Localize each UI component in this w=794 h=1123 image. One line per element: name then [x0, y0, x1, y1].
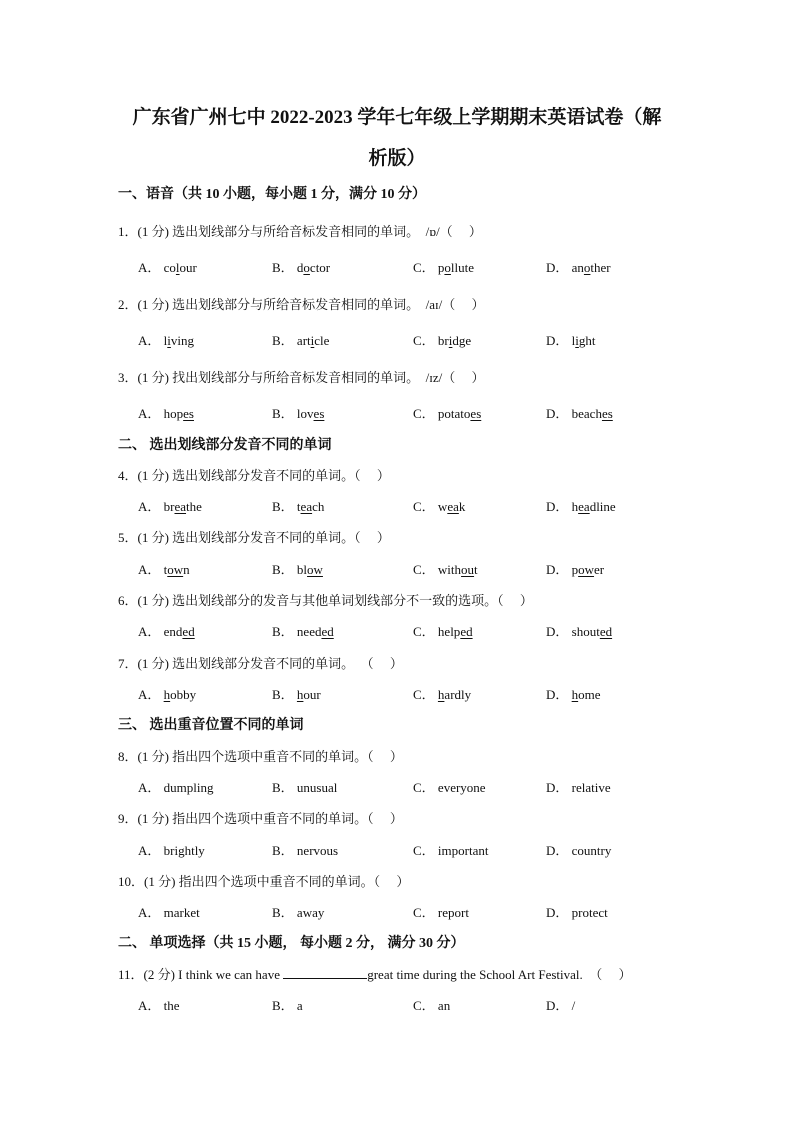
option-letter: B．	[272, 562, 297, 577]
option-word: beaches	[571, 406, 613, 421]
question-stem: 7．(1 分) 选出划线部分发音不同的单词。 （ ）	[118, 656, 403, 671]
option-a	[138, 778, 213, 798]
underlined-part: ed	[599, 624, 613, 639]
option-d	[546, 622, 612, 642]
doc-title-line1: 广东省广州七中 2022-2023 学年七年级上学期期末英语试卷（解	[132, 107, 662, 128]
option-word: needed	[296, 624, 334, 639]
option-word: brightly	[163, 843, 205, 858]
option-letter: D．	[546, 905, 572, 920]
underlined-part: ea	[447, 499, 459, 514]
option-word: breathe	[163, 499, 202, 514]
option-letter: B．	[272, 624, 297, 639]
option-c	[413, 622, 473, 642]
option-d	[546, 841, 611, 861]
underlined-part: ed	[321, 624, 334, 639]
option-word: hour	[296, 687, 321, 702]
option-word: shouted	[571, 624, 613, 639]
option-a: A． the	[138, 998, 180, 1013]
option-b	[272, 560, 323, 580]
underlined-part: ed	[182, 624, 195, 639]
option-b	[272, 404, 324, 424]
underlined-part: l	[175, 260, 180, 275]
underlined-part: i	[167, 333, 171, 348]
option-letter: B．	[272, 687, 297, 702]
option-a	[138, 685, 196, 705]
question-stem: 1．(1 分) 选出划线部分与所给音标发音相同的单词。 /ɒ/（ ）	[118, 224, 482, 239]
question-stem: 8．(1 分) 指出四个选项中重音不同的单词。（ ）	[118, 749, 403, 764]
option-word: headline	[571, 499, 616, 514]
option-letter: D．	[546, 780, 572, 795]
option-c	[413, 685, 471, 705]
option-word: town	[163, 562, 190, 577]
option-word: weak	[437, 499, 466, 514]
option-letter: C．	[413, 843, 438, 858]
option-d: D． /	[546, 998, 576, 1013]
option-word: protect	[571, 905, 608, 920]
option-letter: C．	[413, 905, 438, 920]
option-letter: A．	[138, 260, 164, 275]
option-c	[413, 331, 471, 351]
option-word: light	[571, 333, 596, 348]
option-word: bridge	[437, 333, 472, 348]
option-letter: B．	[272, 499, 297, 514]
option-b	[272, 331, 329, 351]
underlined-part: i	[575, 333, 579, 348]
section-heading: 一、语音（共 10 小题，每小题 1 分，满分 10 分）	[118, 187, 426, 202]
option-letter: C．	[413, 333, 438, 348]
option-b	[272, 685, 321, 705]
option-c: C． an	[413, 998, 451, 1013]
option-letter: A．	[138, 406, 164, 421]
option-b	[272, 903, 324, 923]
underlined-part: i	[310, 333, 315, 348]
option-c	[413, 497, 465, 517]
underlined-part: ow	[167, 562, 184, 577]
option-letter: C．	[413, 780, 438, 795]
option-b	[272, 258, 330, 278]
question-stem: 2．(1 分) 选出划线部分与所给音标发音相同的单词。 /aɪ/（ ）	[118, 297, 485, 312]
question-stem: 11．(2 分) I think we can have great time during the School Art Festival. （ ）	[118, 967, 632, 982]
option-word: colour	[163, 260, 197, 275]
question-stem: 6．(1 分) 选出划线部分的发音与其他单词划线部分不一致的选项。（ ）	[118, 593, 533, 608]
option-letter: B．	[272, 905, 297, 920]
section-heading: 二、 单项选择（共 15 小题， 每小题 2 分， 满分 30 分）	[118, 936, 465, 951]
option-a	[138, 331, 194, 351]
option-letter: A．	[138, 499, 164, 514]
option-a	[138, 258, 197, 278]
underlined-part: ou	[461, 562, 475, 577]
question-stem: 10．(1 分) 指出四个选项中重音不同的单词。（ ）	[118, 874, 410, 889]
option-d	[546, 497, 616, 517]
option-word: everyone	[437, 780, 486, 795]
option-word: loves	[296, 406, 325, 421]
option-b	[272, 778, 337, 798]
option-c	[413, 841, 488, 861]
underlined-part: ea	[174, 499, 187, 514]
option-letter: A．	[138, 843, 164, 858]
option-word: teach	[296, 499, 325, 514]
underlined-part: h	[296, 687, 304, 702]
underlined-part: h	[163, 687, 171, 702]
option-letter: D．	[546, 406, 572, 421]
option-word: article	[296, 333, 330, 348]
section-heading: 三、 选出重音位置不同的单词	[118, 718, 304, 733]
option-d	[546, 331, 596, 351]
option-letter: D．	[546, 333, 572, 348]
option-word: market	[163, 905, 200, 920]
underlined-part: o	[444, 260, 451, 275]
option-letter: B．	[272, 780, 297, 795]
option-word: relative	[571, 780, 611, 795]
option-letter: B．	[272, 333, 297, 348]
underlined-part: ed	[460, 624, 473, 639]
option-word: living	[163, 333, 195, 348]
option-letter: D．	[546, 687, 572, 702]
option-letter: D．	[546, 260, 572, 275]
underlined-part: es	[601, 406, 613, 421]
option-word: home	[571, 687, 601, 702]
option-letter: A．	[138, 780, 164, 795]
underlined-part: i	[448, 333, 453, 348]
option-letter: D．	[546, 562, 572, 577]
question-stem: 3．(1 分) 找出划线部分与所给音标发音相同的单词。 /ɪz/（ ）	[118, 370, 485, 385]
option-letter: D．	[546, 499, 572, 514]
option-word: nervous	[296, 843, 339, 858]
underlined-part: ow	[578, 562, 595, 577]
option-letter: C．	[413, 260, 438, 275]
option-letter: A．	[138, 333, 164, 348]
option-letter: A．	[138, 562, 164, 577]
option-d	[546, 778, 611, 798]
option-word: hardly	[437, 687, 472, 702]
option-letter: B．	[272, 843, 297, 858]
option-letter: C．	[413, 406, 438, 421]
underlined-part: es	[470, 406, 482, 421]
option-word: without	[437, 562, 478, 577]
option-word: hopes	[163, 406, 194, 421]
option-word: hobby	[163, 687, 197, 702]
option-a	[138, 622, 195, 642]
option-letter: C．	[413, 687, 438, 702]
option-word: helped	[437, 624, 473, 639]
option-letter: A．	[138, 624, 164, 639]
option-word: away	[296, 905, 325, 920]
option-d	[546, 404, 613, 424]
option-letter: A．	[138, 687, 164, 702]
option-word: another	[571, 260, 611, 275]
option-c	[413, 404, 481, 424]
option-word: unusual	[296, 780, 338, 795]
answer-blank[interactable]	[283, 965, 367, 979]
option-letter: B．	[272, 260, 297, 275]
option-word: potatoes	[437, 406, 482, 421]
section-heading: 二、 选出划线部分发音不同的单词	[118, 438, 332, 453]
option-a	[138, 903, 200, 923]
underlined-part: ea	[578, 499, 590, 514]
underlined-part: ow	[307, 562, 323, 577]
option-c	[413, 258, 474, 278]
option-d	[546, 560, 604, 580]
question-stem: 9．(1 分) 指出四个选项中重音不同的单词。（ ）	[118, 811, 403, 826]
option-word: blow	[296, 562, 323, 577]
option-word: ended	[163, 624, 195, 639]
option-c	[413, 903, 469, 923]
option-c	[413, 778, 486, 798]
option-b	[272, 622, 334, 642]
option-letter: D．	[546, 843, 572, 858]
option-b: B． a	[272, 998, 303, 1013]
option-letter: C．	[413, 499, 438, 514]
underlined-part: h	[571, 687, 579, 702]
question-stem: 4．(1 分) 选出划线部分发音不同的单词。（ ）	[118, 468, 390, 483]
underlined-part: ea	[300, 499, 313, 514]
option-a	[138, 404, 194, 424]
underlined-part: es	[183, 406, 194, 421]
option-d	[546, 258, 611, 278]
option-word: power	[571, 562, 605, 577]
option-letter: C．	[413, 562, 438, 577]
option-letter: C．	[413, 624, 438, 639]
option-d	[546, 903, 608, 923]
option-word: important	[437, 843, 489, 858]
option-word: doctor	[296, 260, 331, 275]
option-word: pollute	[437, 260, 475, 275]
option-b	[272, 841, 338, 861]
option-d	[546, 685, 601, 705]
option-word: report	[437, 905, 469, 920]
underlined-part: o	[583, 260, 591, 275]
underlined-part: h	[437, 687, 445, 702]
option-word: country	[571, 843, 612, 858]
option-word: dumpling	[163, 780, 214, 795]
option-letter: B．	[272, 406, 297, 421]
underlined-part: o	[303, 260, 310, 275]
option-a	[138, 560, 190, 580]
underlined-part: es	[313, 406, 325, 421]
option-letter: D．	[546, 624, 572, 639]
question-stem: 5．(1 分) 选出划线部分发音不同的单词。（ ）	[118, 530, 390, 545]
option-a	[138, 841, 205, 861]
option-c	[413, 560, 478, 580]
option-letter: A．	[138, 905, 164, 920]
option-b	[272, 497, 324, 517]
option-a	[138, 497, 202, 517]
doc-title-line2: 析版）	[368, 148, 426, 169]
